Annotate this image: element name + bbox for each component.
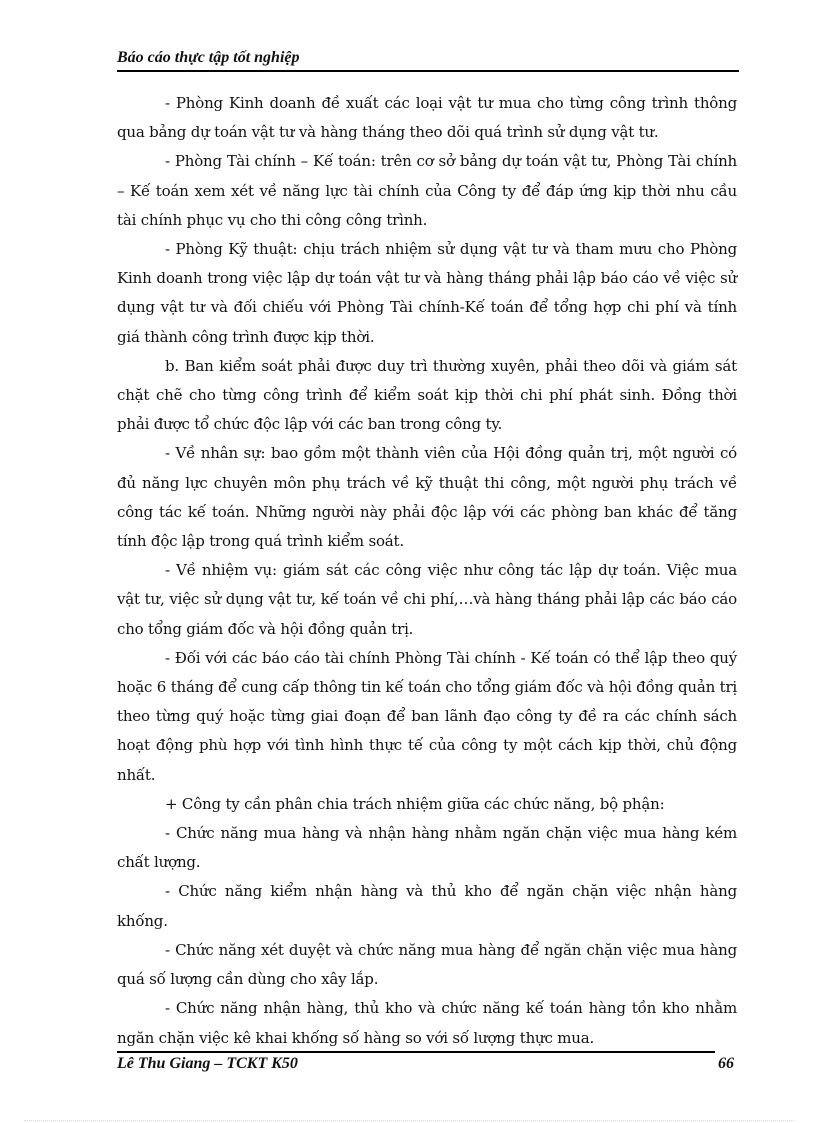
paragraph: - Về nhân sự: bao gồm một thành viên của Hội đồng quản trị, một người có đủ năng lực chuyên môn phụ trách về kỹ thuật thi công, một người phụ trách về công tác kế toán. Những người này phải độc lập với các phòng ban khác để tăng tính độc lập trong quá trình kiểm soát.	[117, 444, 737, 551]
page-header	[117, 48, 739, 68]
paragraph: + Công ty cần phân chia trách nhiệm giữa các chức năng, bộ phận:	[165, 794, 665, 813]
footer-divider	[117, 1051, 715, 1053]
paragraph: - Phòng Tài chính – Kế toán: trên cơ sở bảng dự toán vật tư, Phòng Tài chính – Kế toán xem xét về năng lực tài chính của Công ty để đáp ứng kịp thời nhu cầu tài chính phục vụ cho thi công công trình.	[117, 152, 737, 229]
paragraph: - Chức năng kiểm nhận hàng và thủ kho để ngăn chặn việc nhận hàng khống.	[117, 882, 737, 930]
paragraph: - Phòng Kỹ thuật: chịu trách nhiệm sử dụng vật tư và tham mưu cho Phòng Kinh doanh trong việc lập dự toán vật tư và hàng tháng phải lập báo cáo về việc sử dụng vật tư và đối chiếu với Phòng Tài chính-Kế toán để tổng hợp chi phí và tính giá thành công trình được kịp thời.	[117, 240, 737, 346]
paragraph: - Phòng Kinh doanh đề xuất các loại vật tư mua cho từng công trình thông qua bảng dự toán vật tư và hàng tháng theo dõi quá trình sử dụng vật tư.	[117, 94, 737, 142]
header-divider	[117, 70, 739, 72]
paragraph: - Chức năng nhận hàng, thủ kho và chức năng kế toán hàng tồn kho nhằm ngăn chặn việc kê khai khống số hàng so với số lượng thực mua.	[117, 999, 737, 1047]
paragraph: b. Ban kiểm soát phải được duy trì thường xuyên, phải theo dõi và giám sát chặt chẽ cho từng công trình để kiểm soát kịp thời chi phí phát sinh. Đồng thời phải được tổ chức độc lập với các ban trong công ty.	[117, 356, 737, 434]
page-number: 66	[718, 1055, 734, 1072]
paragraph: - Về nhiệm vụ: giám sát các công việc như công tác lập dự toán. Việc mua vật tư, việc sử dụng vật tư, kế toán về chi phí,…và hàng tháng phải lập các báo cáo cho tổng giám đốc và hội đồng quản trị.	[117, 561, 737, 638]
paragraph: - Đối với các báo cáo tài chính Phòng Tài chính - Kế toán có thể lập theo quý hoặc 6 tháng để cung cấp thông tin kế toán cho tổng giám đốc và hội đồng quản trị theo từng quý hoặc từng giai đoạn để ban lãnh đạo công ty đề ra các chính sách hoạt động phù hợp với tình hình thực tế của công ty một cách kịp thời, chủ động nhất.	[117, 648, 738, 784]
document-body	[117, 89, 737, 1053]
paragraph: - Chức năng xét duyệt và chức năng mua hàng để ngăn chặn việc mua hàng quá số lượng cần dùng cho xây lắp.	[117, 940, 737, 989]
header-title: Báo cáo thực tập tốt nghiệp	[117, 49, 300, 66]
page-bottom-border	[24, 1120, 794, 1121]
paragraph: - Chức năng mua hàng và nhận hàng nhằm ngăn chặn việc mua hàng kém chất lượng.	[117, 824, 737, 872]
footer-author: Lê Thu Giang – TCKT K50	[117, 1055, 298, 1072]
